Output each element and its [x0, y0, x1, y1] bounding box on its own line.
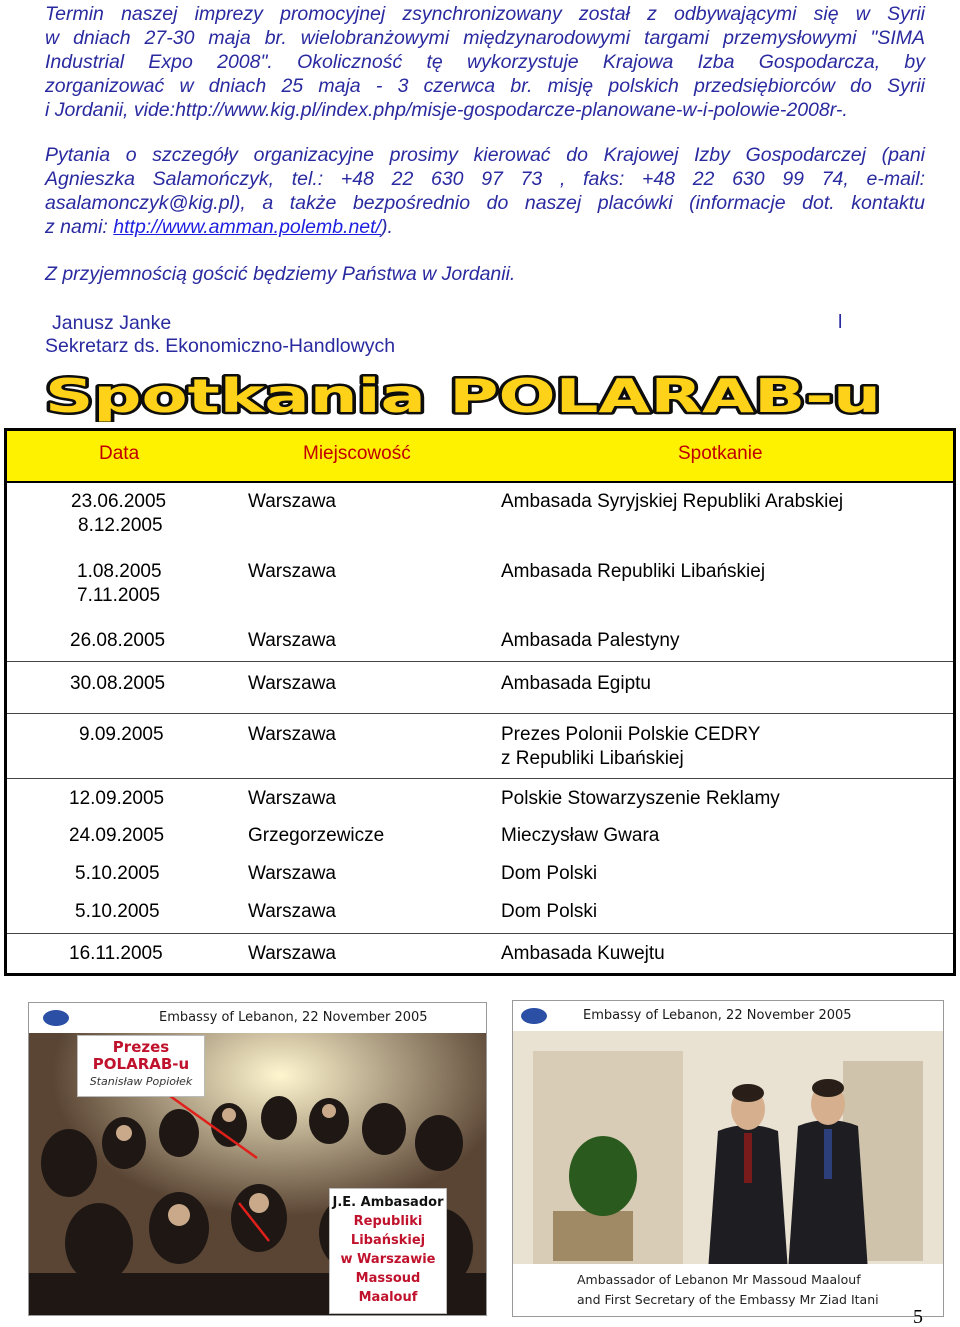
cell-place: Grzegorzewicze [248, 825, 385, 846]
row-divider [7, 778, 953, 779]
cell-meeting: Dom Polski [501, 863, 598, 884]
header-place: Miejscowość [303, 443, 411, 464]
cell-date: 9.09.2005 [79, 724, 164, 745]
caption-line: Ambassador of Lebanon Mr Massoud Maalouf [577, 1272, 861, 1287]
section-banner [40, 372, 886, 422]
link-prefix: z nami: [45, 216, 114, 238]
polarab-logo-icon [43, 1010, 69, 1026]
cell-date: 5.10.2005 [75, 901, 160, 922]
cell-place: Warszawa [248, 788, 336, 809]
paragraph-line-link [45, 215, 925, 239]
cell-date: 30.08.2005 [70, 673, 166, 694]
header-meeting: Spotkanie [678, 443, 763, 464]
cell-meeting: Ambasada Egiptu [501, 673, 651, 694]
paragraph-line: zorganizować w dniach 25 maja - 3 czerwca br. misję polskich przedsiębiorców do Syrii [45, 75, 925, 97]
photo-header [29, 1003, 486, 1033]
label-signature: Stanisław Popiołek [89, 1075, 193, 1088]
cell-place: Warszawa [248, 561, 336, 582]
link-suffix: ). [381, 216, 393, 238]
paragraph-line: i Jordanii, vide:http://www.kig.pl/index.php/misje-gospodarcze-planowane-w-i-polowie-2008r-. [45, 99, 848, 121]
label-ambassador [329, 1188, 447, 1314]
cell-date: 23.06.2005 [71, 491, 167, 512]
label-line: w Warszawie [340, 1252, 436, 1267]
label-line: Maalouf [358, 1290, 418, 1305]
paragraph-contact [45, 143, 925, 239]
paragraph-trade-fair [45, 2, 925, 122]
paragraph-line: w dniach 27-30 maja br. wielobranżowymi międzynarodowymi targami przemysłowymi "SIMA [45, 27, 925, 49]
label-president [77, 1035, 205, 1097]
caption-line: and First Secretary of the Embassy Mr Ziad Itani [577, 1292, 879, 1307]
signature-name: Janusz Janke [52, 312, 172, 334]
cell-date: 12.09.2005 [69, 788, 165, 809]
label-line: Republiki [353, 1214, 423, 1229]
photo-title: Embassy of Lebanon, 22 November 2005 [159, 1010, 428, 1025]
cell-meeting: Mieczysław Gwara [501, 825, 660, 846]
cell-place: Warszawa [248, 673, 336, 694]
cell-place: Warszawa [248, 943, 336, 964]
cell-date: 26.08.2005 [70, 630, 166, 651]
meetings-table [4, 428, 956, 976]
paragraph-line: Z przyjemnością gościć będziemy Państwa w Jordanii. [45, 263, 516, 285]
label-line: Massoud [355, 1271, 421, 1286]
cell-meeting: Prezes Polonii Polskie CEDRY [501, 724, 761, 745]
photo-title: Embassy of Lebanon, 22 November 2005 [583, 1008, 852, 1023]
cell-date-2: 7.11.2005 [77, 585, 161, 606]
paragraph-line: Industrial Expo 2008". Okoliczność tę wykorzystuje Krajowa Izba Gospodarcza, by [45, 51, 925, 73]
banner-title: Spotkania POLARAB-u [45, 372, 881, 422]
header-date: Data [99, 443, 140, 464]
label-line: Libańskiej [350, 1233, 426, 1248]
row-divider [7, 933, 953, 934]
cell-meeting: Ambasada Republiki Libańskiej [501, 561, 766, 582]
row-divider [7, 661, 953, 662]
event-photo-crowd [28, 1002, 487, 1316]
photo-caption [513, 1264, 943, 1316]
table-header [7, 431, 953, 483]
event-photo-ambassador [512, 1000, 944, 1317]
label-line: Prezes [112, 1038, 170, 1056]
cell-date: 1.08.2005 [77, 561, 162, 582]
embassy-website-link[interactable]: http://www.amman.polemb.net/ [113, 216, 381, 238]
signature-mark: l [838, 311, 843, 333]
paragraph-line: Agnieszka Salamończyk, tel.: +48 22 630 97 73 , faks: +48 22 630 99 74, e-mail: [45, 168, 925, 190]
cell-date-2: 8.12.2005 [78, 515, 163, 536]
cell-place: Warszawa [248, 724, 336, 745]
paragraph-line: Pytania o szczegóły organizacyjne prosimy kierować do Krajowej Izby Gospodarczej (pani [45, 144, 925, 166]
cell-meeting: Dom Polski [501, 901, 598, 922]
page-number: 5 [913, 1306, 923, 1327]
cell-meeting: Ambasada Syryjskiej Republiki Arabskiej [501, 491, 844, 512]
cell-meeting: Ambasada Palestyny [501, 630, 680, 651]
cell-place: Warszawa [248, 901, 336, 922]
polarab-logo-icon [521, 1008, 547, 1024]
cell-place: Warszawa [248, 491, 336, 512]
cell-date: 24.09.2005 [69, 825, 165, 846]
cell-meeting-2: z Republiki Libańskiej [501, 748, 684, 769]
cell-date: 5.10.2005 [75, 863, 160, 884]
photo-header [513, 1001, 943, 1031]
cell-meeting: Polskie Stowarzyszenie Reklamy [501, 788, 780, 809]
paragraph-line: Termin naszej imprezy promocyjnej zsynchronizowany został z odbywającymi się w Syrii [45, 3, 925, 25]
cell-date: 16.11.2005 [69, 943, 163, 964]
label-line: J.E. Ambasador [332, 1195, 444, 1210]
cell-meeting: Ambasada Kuwejtu [501, 943, 665, 964]
cell-place: Warszawa [248, 630, 336, 651]
row-divider [7, 713, 953, 714]
paragraph-line: asalamonczyk@kig.pl), a także bezpośrednio do naszej placówki (informacje dot. kontaktu [45, 192, 925, 214]
cell-place: Warszawa [248, 863, 336, 884]
paragraph-welcome [45, 262, 925, 286]
label-line: POLARAB-u [92, 1055, 190, 1073]
signature-title: Sekretarz ds. Ekonomiczno-Handlowych [45, 335, 396, 357]
